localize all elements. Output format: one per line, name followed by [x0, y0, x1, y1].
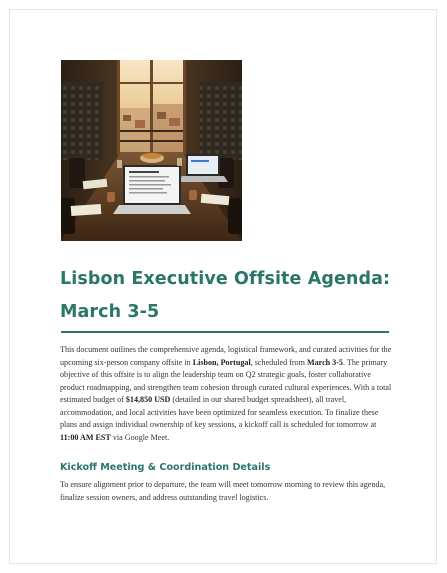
intro-paragraph — [60, 344, 392, 444]
meeting-room-illustration — [61, 60, 242, 241]
meeting-room-photo — [61, 60, 242, 241]
time-highlight: 11:00 AM EST — [60, 432, 111, 442]
section-heading: Kickoff Meeting & Coordination Details — [60, 462, 271, 473]
section-paragraph: To ensure alignment prior to departure, the team will meet tomorrow morning to review this agenda, finalize session owners, and address outstanding travel logistics. — [60, 480, 386, 502]
budget-highlight: $14,850 USD — [125, 395, 171, 404]
title-divider — [61, 331, 389, 333]
intro-text-5: via Google Meet. — [110, 432, 170, 442]
dates-highlight: March 3-5 — [306, 357, 343, 367]
intro-text-2: , scheduled from — [250, 357, 307, 367]
document-page — [9, 9, 437, 564]
intro-text-4: (detailed in our shared budget spreadsheet), all travel, accommodation, and local activities have been optimized for seamless execution. To finalize these plans and assign individual ownership of key sessions, a kickoff call is scheduled for tomorrow at — [60, 395, 379, 429]
intro-text-3: . The primary objective of this offsite is to align the leadership team on Q2 strategic goals, foster collaborative product roadmapping, and strengthen team cohesion through curated cultural experiences. With a total estimated budget of — [60, 357, 392, 404]
location-highlight: Lisbon, Portugal — [192, 357, 251, 367]
intro-text-1: This document outlines the comprehensive agenda, logistical framework, and curated activities for the upcoming six-person company offsite in — [60, 345, 392, 367]
document-title: Lisbon Executive Offsite Agenda: March 3-5 — [60, 269, 391, 322]
